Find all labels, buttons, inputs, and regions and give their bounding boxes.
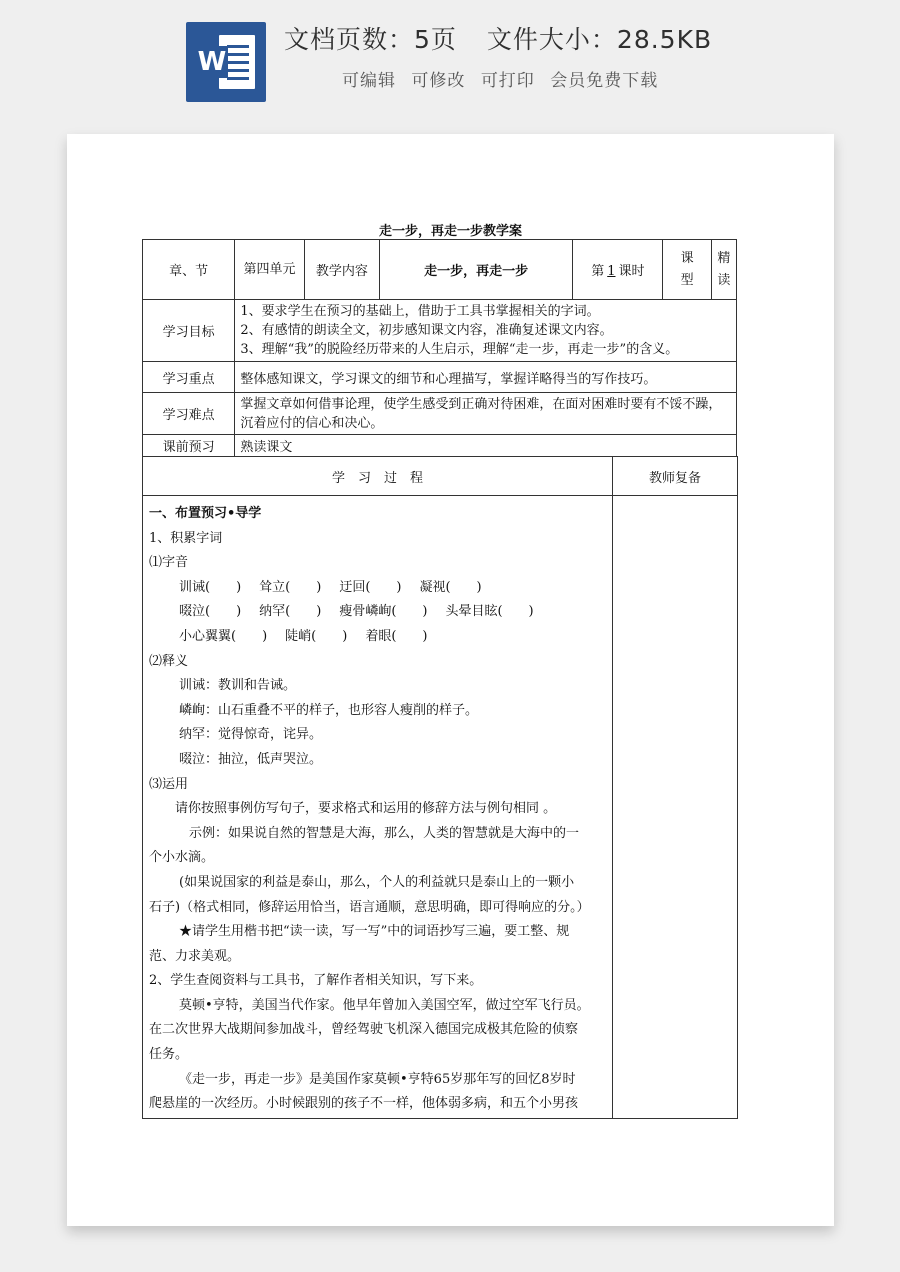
author-paragraph-cont: 在二次世界大战期间参加战斗，曾经驾驶飞机深入德国完成极其危险的侦察 <box>149 1022 579 1038</box>
subsection-heading: 1、积累字词 <box>149 530 223 546</box>
document-page <box>67 134 834 1226</box>
goals-row <box>143 300 737 362</box>
difficult-points-value: 掌握文章如何借事论理，使学生感受到正确对待困难，在面对困难时要有不馁不躁，沉着应付的信心和决心。 <box>235 393 737 435</box>
pronunciation-row <box>149 576 607 601</box>
lesson-count <box>573 240 663 300</box>
feature-list <box>342 66 667 91</box>
header-row <box>143 240 737 300</box>
goals-list <box>235 300 737 362</box>
process-header: 学 习 过 程 <box>143 457 613 496</box>
teacher-notes-cell <box>613 496 738 1119</box>
file-info-line <box>284 20 712 60</box>
goal-item: 3、理解“我”的脱险经历带来的人生启示，理解“走一步，再走一步”的含义。 <box>240 342 679 357</box>
usage-answer-cont: 石子)（格式相同，修辞运用恰当，语言通顺，意思明确，即可得响应的分。） <box>149 899 590 915</box>
difficult-points-label: 学习难点 <box>143 393 235 435</box>
preview-label: 课前预习 <box>143 435 235 457</box>
pronunciation-row <box>149 600 607 625</box>
pronunciation-item: 陡峭( ) <box>285 628 348 644</box>
preview-value: 熟读课文 <box>235 435 737 457</box>
feature-member-download: 会员免费下载 <box>550 71 659 91</box>
lesson-suffix: 课时 <box>618 264 645 279</box>
goals-label: 学习目标 <box>143 300 235 362</box>
pronunciation-heading: ⑴字音 <box>149 555 189 571</box>
goal-item: 1、要求学生在预习的基础上，借助于工具书掌握相关的字词。 <box>240 304 600 319</box>
usage-example-cont: 个小水滴。 <box>149 850 215 866</box>
usage-heading: ⑶运用 <box>149 776 189 792</box>
pronunciation-item: 啜泣( ) <box>179 604 242 620</box>
pronunciation-item: 着眼( ) <box>365 628 428 644</box>
feature-editable: 可编辑 <box>342 71 396 91</box>
download-banner <box>0 0 900 120</box>
pronunciation-item: 纳罕( ) <box>259 604 322 620</box>
word-letter: W <box>197 47 227 77</box>
teacher-header: 教师复备 <box>613 457 738 496</box>
process-content <box>143 496 613 1119</box>
chapter-value: 第四单元 <box>235 240 304 300</box>
pronunciation-item: 头晕目眩( ) <box>445 604 534 620</box>
usage-example: 示例：如果说自然的智慧是大海，那么，人类的智慧就是大海中的一 <box>189 825 580 841</box>
chapter-label: 章、节 <box>143 240 235 300</box>
process-body-row <box>143 496 738 1119</box>
pronunciation-item: 迂回( ) <box>339 579 402 595</box>
key-points-value: 整体感知课文，学习课文的细节和心理描写，掌握详略得当的写作技巧。 <box>235 362 737 393</box>
definition-item: 训诫：教训和告诫。 <box>179 678 297 694</box>
page-count: 文档页数：5页 <box>284 25 457 54</box>
file-size: 文件大小：28.5KB <box>486 25 713 54</box>
key-points-row <box>143 362 737 393</box>
pronunciation-item: 训诫( ) <box>179 579 242 595</box>
difficult-points-row <box>143 393 737 435</box>
copy-task-cont: 范、力求美观。 <box>149 948 241 964</box>
usage-answer: (如果说国家的利益是泰山，那么，个人的利益就只是泰山上的一颗小 <box>179 874 575 890</box>
preview-row <box>143 435 737 457</box>
content-label: 教学内容 <box>304 240 380 300</box>
pronunciation-item: 小心翼翼( ) <box>179 628 268 644</box>
definition-item: 啜泣：抽泣，低声哭泣。 <box>179 751 323 767</box>
pronunciation-item: 耸立( ) <box>259 579 322 595</box>
word-document-icon <box>186 22 266 102</box>
goal-item: 2、有感情的朗读全文，初步感知课文内容，准确复述课文内容。 <box>240 323 613 338</box>
content-value: 走一步，再走一步 <box>380 240 573 300</box>
type-label: 课型 <box>663 240 711 300</box>
document-title: 走一步，再走一步教学案 <box>378 224 522 239</box>
author-paragraph: 莫顿•亨特，美国当代作家。他早年曾加入美国空军，做过空军飞行员。 <box>179 997 590 1013</box>
process-header-row <box>143 457 738 496</box>
pronunciation-item: 瘦骨嶙峋( ) <box>339 604 428 620</box>
lesson-prefix: 第 <box>591 264 605 279</box>
pronunciation-row <box>149 625 607 650</box>
work-paragraph: 《走一步，再走一步》是美国作家莫顿•亨特65岁那年写的回忆8岁时 <box>179 1071 576 1087</box>
lesson-number: 1 <box>607 264 616 279</box>
copy-task: ★请学生用楷书把“读一读，写一写”中的词语抄写三遍，要工整、规 <box>179 924 570 940</box>
definition-heading: ⑵释义 <box>149 653 189 669</box>
work-paragraph-cont: 爬悬崖的一次经历。小时候跟别的孩子不一样，他体弱多病，和五个小男孩 <box>149 1096 579 1112</box>
usage-instruction: 请你按照事例仿写句子，要求格式和运用的修辞方法与例句相同 。 <box>175 801 557 817</box>
feature-modifiable: 可修改 <box>411 71 466 91</box>
learning-process-table <box>142 456 738 1119</box>
feature-printable: 可打印 <box>480 71 535 91</box>
pronunciation-item: 凝视( ) <box>419 579 482 595</box>
section-heading: 一、布置预习•导学 <box>149 506 262 521</box>
key-points-label: 学习重点 <box>143 362 235 393</box>
lesson-info-table <box>142 239 737 457</box>
author-paragraph-cont: 任务。 <box>149 1047 189 1063</box>
definition-item: 嶙峋：山石重叠不平的样子，也形容人瘦削的样子。 <box>179 702 479 718</box>
subsection-heading: 2、学生查阅资料与工具书，了解作者相关知识，写下来。 <box>149 973 483 989</box>
type-value: 精读 <box>711 240 736 300</box>
definition-item: 纳罕：觉得惊奇，诧异。 <box>179 727 323 743</box>
